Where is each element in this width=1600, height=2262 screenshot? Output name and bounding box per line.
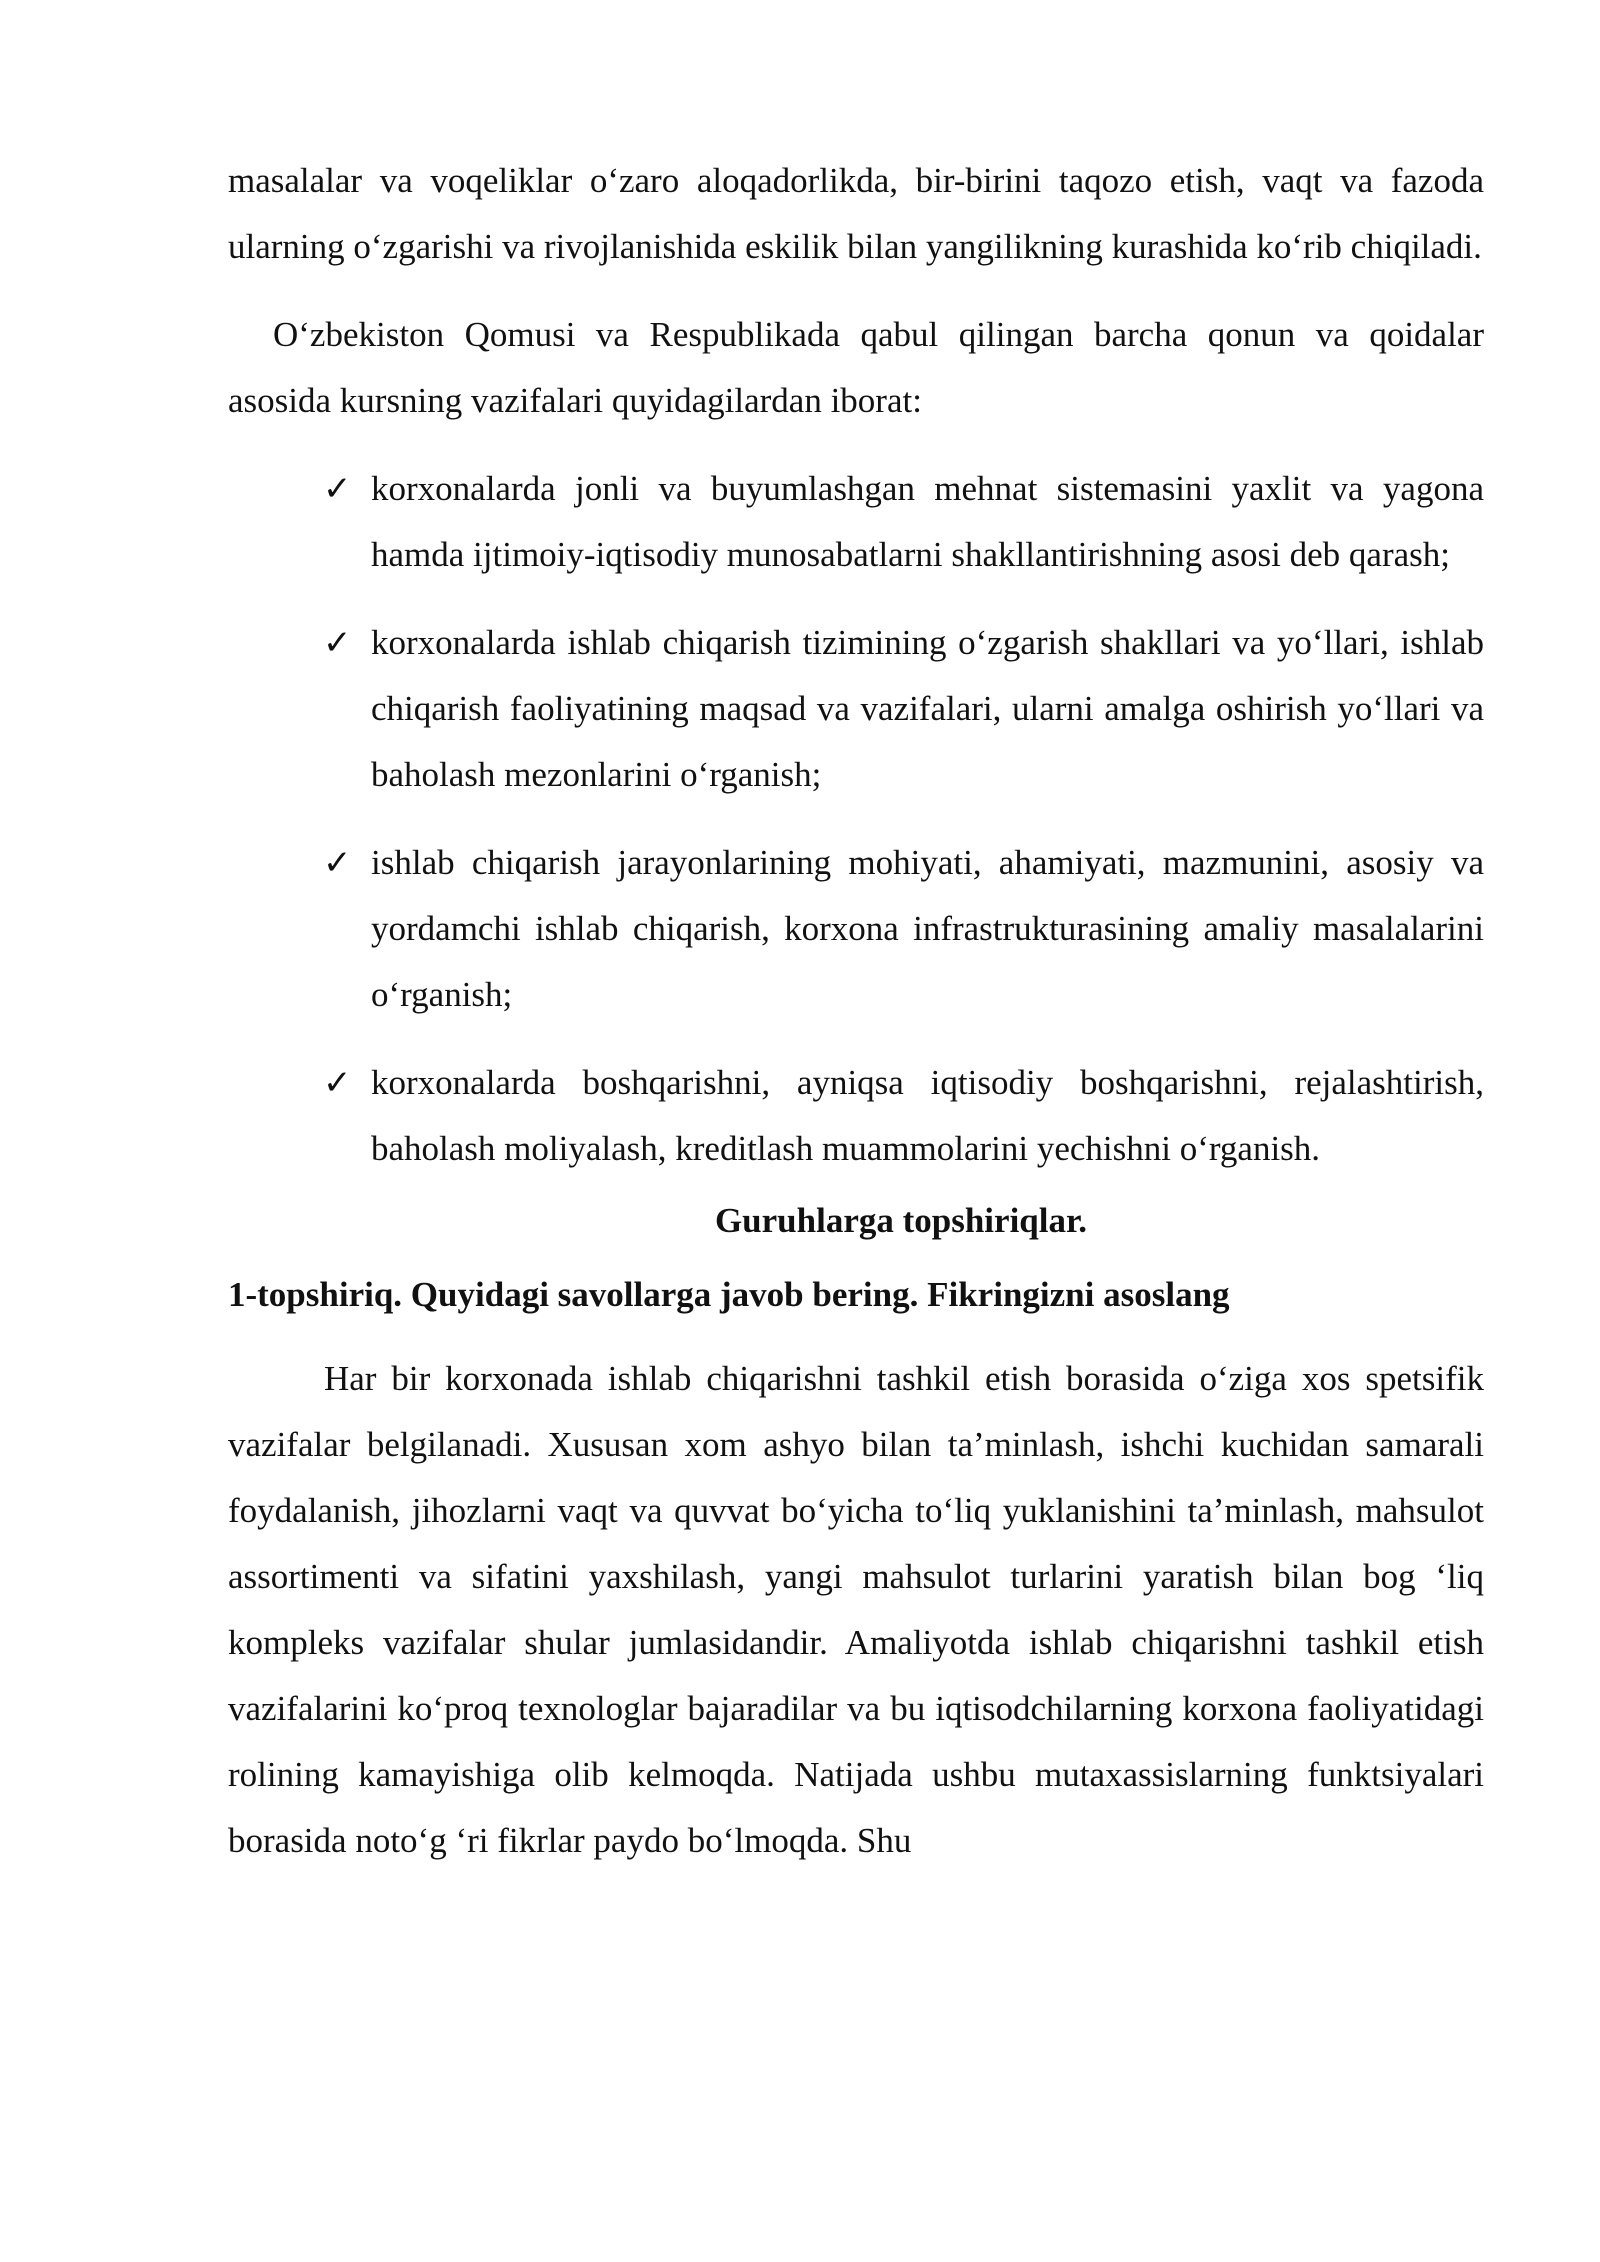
checkmark-icon: ✓ [323,469,352,509]
checkmark-icon: ✓ [323,1063,352,1103]
checkmark-icon: ✓ [323,623,352,663]
list-item-text: korxonalarda boshqarishni, ayniqsa iqtisodiy boshqarishni, rejalashtirish, baholash moliyalash, kreditlash muammolarini yechishni o‘rganish. [371,1063,1484,1168]
task-1-title: 1-topshiriq. Quyidagi savollarga javob bering. Fikringizni asoslang [228,1275,1230,1314]
document-page [228,148,1484,1874]
list-item-text: korxonalarda ishlab chiqarish tizimining o‘zgarish shakllari va yo‘llari, ishlab chiqarish faoliyatining maqsad va vazifalari, ularni amalga oshirish yo‘llari va baholash mezonlarini o‘rganish; [371,623,1484,794]
list-item [228,830,1484,1028]
list-item [228,610,1484,808]
task-1-body-paragraph: Har bir korxonada ishlab chiqarishni tashkil etish borasida o‘ziga xos spetsifik vazifalar belgilanadi. Xususan xom ashyo bilan ta’minlash, ishchi kuchidan samarali foydalanish, jihozlarni vaqt va quvvat bo‘yicha to‘liq yuklanishini ta’minlash, mahsulot assortimenti va sifatini yaxshilash, yangi mahsulot turlarini yaratish bilan bog ‘liq kompleks vazifalar shular jumlasidandir. Amaliyotda ishlab chiqarishni tashkil etish vazifalarini ko‘proq texnologlar bajaradilar va bu iqtisodchilarning korxona faoliyatidagi rolining kamayishiga olib kelmoqda. Natijada ushbu mutaxassislarning funktsiyalari borasida noto‘g ‘ri fikrlar paydo bo‘lmoqda. Shu [228,1359,1484,1860]
section-heading: Guruhlarga topshiriqlar. [714,1201,1088,1240]
course-tasks-list [228,456,1484,1182]
list-item [228,456,1484,588]
intro-continuation-paragraph: masalalar va voqeliklar o‘zaro aloqadorlikda, bir-birini taqozo etish, vaqt va fazoda ularning o‘zgarishi va rivojlanishida eskilik bilan yangilikning kurashida ko‘rib chiqiladi. [228,161,1484,266]
checkmark-icon: ✓ [323,843,352,883]
list-item-text: korxonalarda jonli va buyumlashgan mehnat sistemasini yaxlit va yagona hamda ijtimoiy-iqtisodiy munosabatlarni shakllantirishning asosi deb qarash; [371,469,1484,574]
list-item [228,1050,1484,1182]
list-item-text: ishlab chiqarish jarayonlarining mohiyati, ahamiyati, mazmunini, asosiy va yordamchi ishlab chiqarish, korxona infrastrukturasining amaliy masalalarini o‘rganish; [371,843,1484,1014]
course-tasks-intro-paragraph: O‘zbekiston Qomusi va Respublikada qabul qilingan barcha qonun va qoidalar asosida kursning vazifalari quyidagilardan iborat: [228,315,1484,420]
